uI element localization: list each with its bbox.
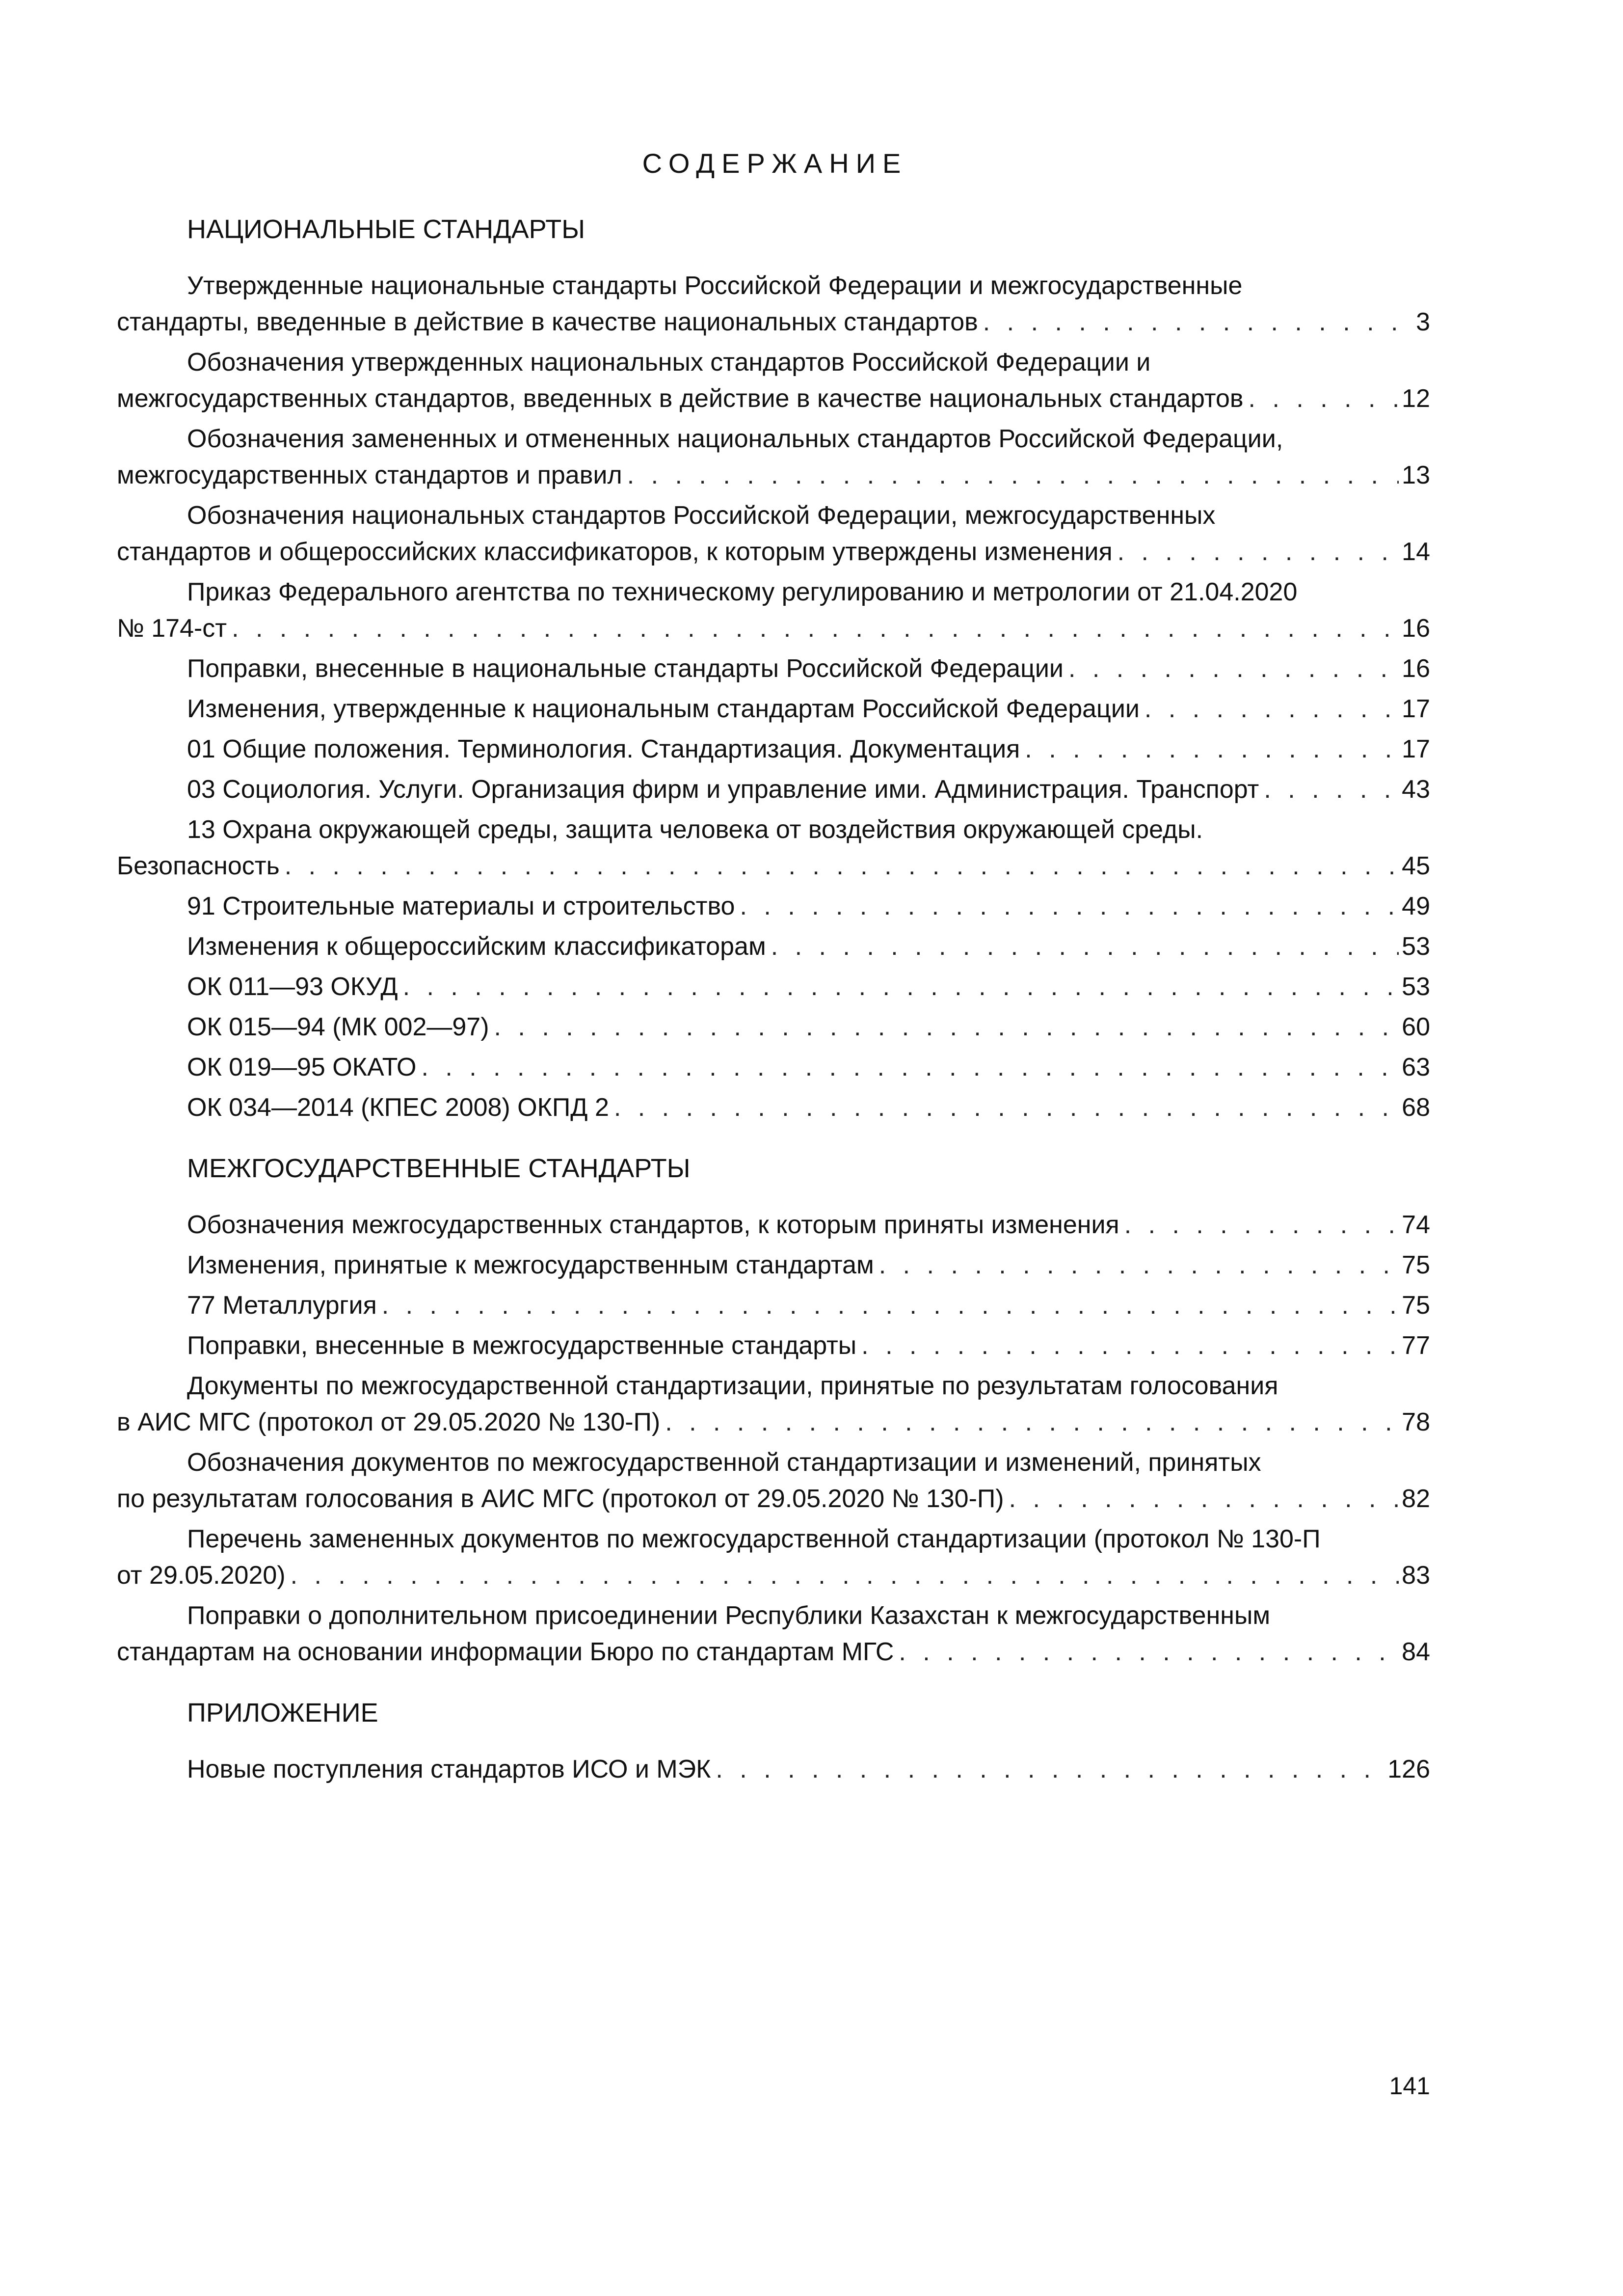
toc-page-number: 60 (1402, 1013, 1430, 1041)
dot-leader (879, 1247, 1399, 1283)
toc-entry-title: Безопасность (117, 852, 280, 880)
toc-page-number: 16 (1402, 614, 1430, 643)
section-heading: НАЦИОНАЛЬНЫЕ СТАНДАРТЫ (187, 215, 585, 244)
toc-entry-title: ОК 011—93 ОКУД (187, 972, 398, 1001)
dot-leader (899, 1634, 1399, 1670)
toc-page-number: 82 (1402, 1485, 1430, 1513)
toc-entry[interactable] (117, 1247, 1430, 1283)
dot-leader (1068, 650, 1399, 687)
dot-leader (403, 969, 1399, 1005)
table-of-contents (117, 211, 1430, 1791)
toc-entry-title-line: Приказ Федерального агентства по техническому регулированию и метрологии от 21.04.2020 (187, 578, 1298, 606)
toc-entry[interactable] (117, 574, 1430, 647)
toc-entry[interactable] (117, 771, 1430, 808)
toc-entry[interactable] (117, 691, 1430, 727)
dot-leader (232, 610, 1399, 647)
toc-entry-title: стандартов и общероссийских классификаторов, к которым утверждены изменения (117, 538, 1113, 566)
toc-entry[interactable] (117, 1751, 1430, 1787)
toc-page-number: 63 (1402, 1053, 1430, 1081)
toc-entry-title: ОК 015—94 (МК 002—97) (187, 1013, 489, 1041)
toc-entry[interactable] (117, 421, 1430, 493)
toc-entry-title: межгосударственных стандартов и правил (117, 461, 622, 489)
dot-leader (1264, 771, 1399, 808)
dot-leader (627, 457, 1399, 493)
toc-page-number: 74 (1402, 1211, 1430, 1239)
toc-entry[interactable] (117, 1444, 1430, 1517)
toc-entry[interactable] (117, 1049, 1430, 1085)
toc-page-number: 77 (1402, 1331, 1430, 1360)
toc-page-number: 17 (1402, 695, 1430, 723)
toc-entry-title: в АИС МГС (протокол от 29.05.2020 № 130-П) (117, 1408, 661, 1436)
dot-leader (494, 1009, 1399, 1045)
toc-entry-title: стандарты, введенные в действие в качестве национальных стандартов (117, 308, 978, 336)
toc-page-number: 17 (1402, 735, 1430, 763)
toc-entry-title-line: Обозначения замененных и отмененных национальных стандартов Российской Федерации, (187, 425, 1283, 453)
toc-entry-title: стандартам на основании информации Бюро по стандартам МГС (117, 1638, 894, 1666)
toc-entry-title: Поправки, внесенные в межгосударственные стандарты (187, 1331, 857, 1360)
toc-entry[interactable] (117, 928, 1430, 965)
toc-entry-title: Поправки, внесенные в национальные стандарты Российской Федерации (187, 654, 1064, 683)
toc-entry[interactable] (117, 1597, 1430, 1670)
toc-entry[interactable] (117, 969, 1430, 1005)
dot-leader (1249, 380, 1399, 417)
toc-entry[interactable] (117, 268, 1430, 340)
toc-entry-title: Новые поступления стандартов ИСО и МЭК (187, 1755, 711, 1783)
toc-entry-title: Изменения, принятые к межгосударственным стандартам (187, 1251, 874, 1279)
toc-entry-title: 77 Металлургия (187, 1291, 377, 1320)
toc-entry-title-line: Поправки о дополнительном присоединении Республики Казахстан к межгосударственным (187, 1601, 1271, 1630)
dot-leader (614, 1089, 1399, 1126)
toc-entry[interactable] (117, 1207, 1430, 1243)
toc-entry-title-line: Утвержденные национальные стандарты Российской Федерации и межгосударственные (187, 271, 1243, 300)
toc-entry[interactable] (117, 1089, 1430, 1126)
toc-entry-title: Изменения к общероссийским классификаторам (187, 932, 766, 961)
toc-page-number: 43 (1402, 775, 1430, 804)
toc-entry[interactable] (117, 811, 1430, 884)
toc-entry-title: ОК 034—2014 (КПЕС 2008) ОКПД 2 (187, 1093, 609, 1122)
toc-entry-title: 03 Социология. Услуги. Организация фирм и управление ими. Администрация. Транспорт (187, 775, 1259, 804)
section-heading: ПРИЛОЖЕНИЕ (187, 1698, 378, 1728)
dot-leader (983, 304, 1413, 340)
dot-leader (861, 1327, 1399, 1364)
dot-leader (771, 928, 1399, 965)
toc-entry-title: Изменения, утвержденные к национальным стандартам Российской Федерации (187, 695, 1140, 723)
toc-page-number: 78 (1402, 1408, 1430, 1436)
dot-leader (421, 1049, 1399, 1085)
page-title: СОДЕРЖАНИЕ (642, 148, 908, 179)
toc-entry-title: ОК 019—95 ОКАТО (187, 1053, 417, 1081)
toc-page-number: 75 (1402, 1251, 1430, 1279)
toc-page-number: 126 (1387, 1755, 1430, 1783)
toc-page-number: 68 (1402, 1093, 1430, 1122)
dot-leader (1117, 534, 1399, 570)
toc-entry-title: № 174-ст (117, 614, 227, 643)
section-heading: МЕЖГОСУДАРСТВЕННЫЕ СТАНДАРТЫ (187, 1154, 691, 1183)
toc-page-number: 75 (1402, 1291, 1430, 1320)
toc-entry[interactable] (117, 650, 1430, 687)
toc-entry-title: Обозначения межгосударственных стандартов, к которым приняты изменения (187, 1211, 1119, 1239)
toc-entry-title: 01 Общие положения. Терминология. Стандартизация. Документация (187, 735, 1020, 763)
dot-leader (285, 848, 1399, 884)
toc-entry-title-line: Перечень замененных документов по межгосударственной стандартизации (протокол № 130-П (187, 1525, 1321, 1553)
toc-page-number: 13 (1402, 461, 1430, 489)
toc-entry-title: межгосударственных стандартов, введенных в действие в качестве национальных стандартов (117, 384, 1244, 413)
toc-page-number: 14 (1402, 538, 1430, 566)
dot-leader (1124, 1207, 1399, 1243)
toc-entry[interactable] (117, 1287, 1430, 1324)
dot-leader (382, 1287, 1399, 1324)
dot-leader (716, 1751, 1384, 1787)
toc-page-number: 49 (1402, 892, 1430, 920)
toc-entry[interactable] (117, 731, 1430, 767)
dot-leader (291, 1557, 1399, 1594)
toc-page-number: 45 (1402, 852, 1430, 880)
toc-page-number: 83 (1402, 1561, 1430, 1590)
toc-entry-title: 91 Строительные материалы и строительство (187, 892, 735, 920)
toc-entry-title-line: Обозначения национальных стандартов Российской Федерации, межгосударственных (187, 501, 1216, 530)
page-number: 141 (1389, 2072, 1430, 2100)
toc-page-number: 12 (1402, 384, 1430, 413)
dot-leader (1025, 731, 1399, 767)
toc-entry-title-line: 13 Охрана окружающей среды, защита человека от воздействия окружающей среды. (187, 815, 1203, 844)
toc-page-number: 53 (1402, 972, 1430, 1001)
toc-entry[interactable] (117, 1327, 1430, 1364)
dot-leader (1009, 1481, 1399, 1517)
toc-entry[interactable] (117, 1521, 1430, 1594)
toc-page-number: 3 (1416, 308, 1430, 336)
toc-entry[interactable] (117, 344, 1430, 417)
toc-entry[interactable] (117, 1009, 1430, 1045)
toc-entry[interactable] (117, 888, 1430, 924)
toc-entry[interactable] (117, 1368, 1430, 1440)
dot-leader (740, 888, 1399, 924)
toc-entry-title: от 29.05.2020) (117, 1561, 286, 1590)
toc-page-number: 84 (1402, 1638, 1430, 1666)
toc-entry-title: по результатам голосования в АИС МГС (протокол от 29.05.2020 № 130-П) (117, 1485, 1004, 1513)
toc-entry-title-line: Обозначения утвержденных национальных стандартов Российской Федерации и (187, 348, 1151, 377)
dot-leader (1144, 691, 1399, 727)
toc-entry-title-line: Документы по межгосударственной стандартизации, принятые по результатам голосования (187, 1372, 1278, 1400)
dot-leader (665, 1404, 1399, 1440)
toc-entry[interactable] (117, 497, 1430, 570)
toc-page-number: 53 (1402, 932, 1430, 961)
toc-entry-title-line: Обозначения документов по межгосударственной стандартизации и изменений, принятых (187, 1448, 1261, 1477)
toc-page-number: 16 (1402, 654, 1430, 683)
